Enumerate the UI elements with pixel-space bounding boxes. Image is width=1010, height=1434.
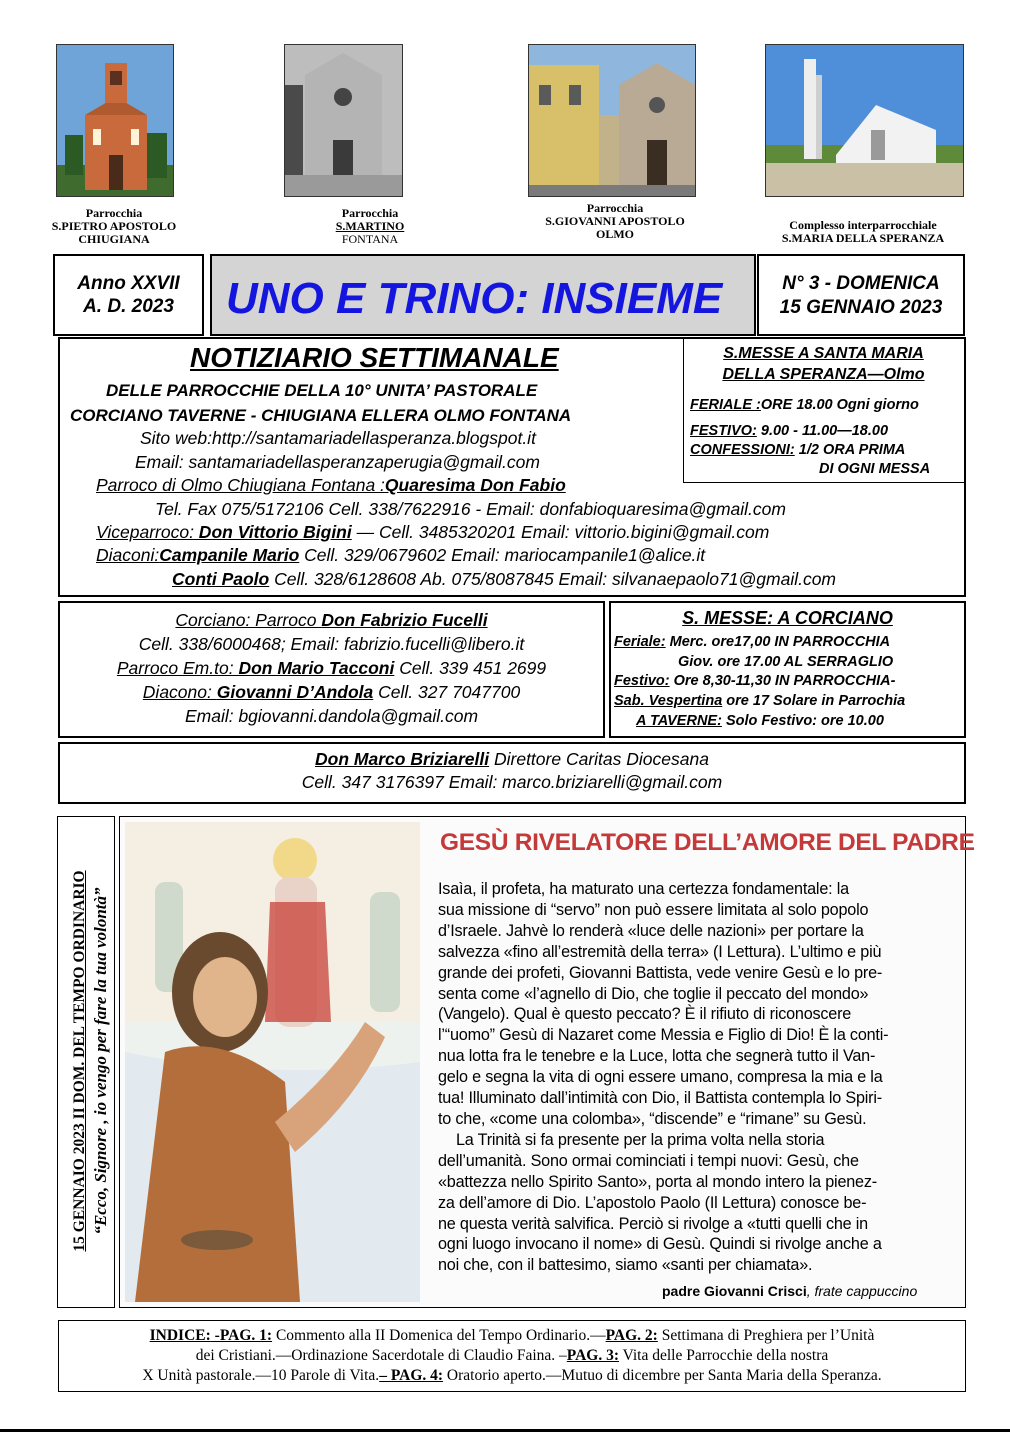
church-photo-speranza — [765, 44, 964, 197]
article-line: grande dei profeti, Giovanni Battista, vede venire Gesù e lo pre- — [438, 963, 883, 982]
church-photo-fontana — [284, 44, 403, 197]
parroco-line — [96, 475, 566, 496]
viceparroco-line: Viceparroco: Don Vittorio Bigini — Cell. 3485320201 Email: vittorio.bigini@gmail.com — [96, 522, 770, 542]
parroco-contacts: Tel. Fax 075/5172106 Cell. 338/7622916 - Email: donfabioquaresima@gmail.com — [155, 499, 786, 519]
parroco-emerito-name: Don Mario Tacconi — [238, 658, 395, 678]
issue-date: 15 GENNAIO 2023 — [779, 297, 943, 318]
website-link[interactable]: Sito web:http://santamariadellasperanza.blogspot.it — [140, 428, 536, 448]
article-body — [438, 879, 958, 1276]
parroco-prefix: Parroco di Olmo Chiugiana Fontana : — [96, 475, 385, 495]
parish-caption-speranza: Complesso interparrocchiale S.MARIA DELLA SPERANZA — [781, 218, 945, 245]
article-line: salvezza «fino all’estremità della terra» (I Lettura). L’ultimo e più — [438, 942, 882, 961]
diacono-campanile: Campanile Mario — [159, 545, 300, 565]
notiziario-sub1: DELLE PARROCCHIE DELLA 10° UNITA’ PASTORALE — [106, 381, 538, 400]
article-line: dell’umanità. Sono ormai cominciati i tempi nuovi: Gesù, che — [438, 1151, 859, 1170]
masthead-title-box — [210, 254, 756, 336]
article-title: GESÙ RIVELATORE DELL’AMORE DEL PADRE — [440, 829, 975, 856]
article-line: sua missione di “servo” non può essere limitata al solo popolo — [438, 900, 869, 919]
corciano-parroco-name: Don Fabrizio Fucelli — [321, 610, 488, 630]
article-line: d’Israele. Jahvè lo renderà «luce delle nazioni» per portare la — [438, 921, 864, 940]
baptism-illustration — [125, 822, 420, 1302]
article-line: za dell’amore di Dio. L’apostolo Paolo (Il Lettura) conosce be- — [438, 1193, 867, 1212]
messe-taverne: A TAVERNE: Solo Festivo: ore 10.00 — [636, 713, 884, 729]
sidebar-date-line: 15 GENNAIO 2023 II DOM. DEL TEMPO ORDINARIO — [71, 870, 88, 1252]
issue-number: N° 3 - DOMENICA — [782, 273, 940, 294]
parish-caption-olmo: Parrocchia S.GIOVANNI APOSTOLO OLMO — [545, 201, 685, 241]
index-pag4[interactable]: – PAG. 4: — [379, 1367, 444, 1384]
notiziario-title: NOTIZIARIO SETTIMANALE — [190, 342, 559, 373]
church-photo-chiugiana — [56, 44, 174, 197]
messe-corciano-festivo: Festivo: Ore 8,30-11,30 IN PARROCCHIA- — [614, 673, 896, 689]
messe-olmo-confessioni-2: DI OGNI MESSA — [819, 461, 931, 477]
diacono-conti: Conti Paolo — [172, 569, 270, 589]
index-pag3[interactable]: PAG. 3: — [566, 1347, 620, 1364]
article-line: ne questa verità salvifica. Perciò si rivolge a «tutti quelli che in — [438, 1214, 868, 1233]
article-line: noi che, con il battesimo, siamo «santi per chiamata». — [438, 1256, 813, 1275]
church-photo-olmo — [528, 44, 696, 197]
notiziario-sub2: CORCIANO TAVERNE - CHIUGIANA ELLERA OLMO FONTANA — [70, 406, 572, 425]
article-line: l’“uomo” Gesù di Nazaret come Messia e Figlio di Dio! È la conti- — [438, 1026, 889, 1045]
index-pag2[interactable]: PAG. 2: — [605, 1327, 658, 1344]
newsletter-title: UNO E TRINO: INSIEME — [226, 274, 723, 323]
masthead-issue-box — [757, 254, 965, 336]
article-line: senta come «l’agnello di Dio, che toglie il peccato del mondo» — [438, 984, 869, 1003]
diacono-conti-line: Conti Paolo Cell. 328/6128608 Ab. 075/8087845 Email: silvanaepaolo71@gmail.com — [172, 569, 837, 589]
diaconi-line: Diaconi:Campanile Mario Cell. 329/0679602 Email: mariocampanile1@alice.it — [96, 545, 706, 565]
article-line: La Trinità si fa presente per la prima volta nella storia — [456, 1130, 825, 1149]
corciano-contacts: Corciano: Parroco Don Fabrizio Fucelli Cell. 338/6000468; Email: fabrizio.fucelli@libero.it Parroco Em.to: Don Mario Tacconi Cell. 339 451 2699 Diacono: Giovanni D’Andola Cell. 327 7047700 Email: bgiovanni.dandola@gmail.com — [116, 610, 547, 726]
messe-corciano-feriale: Feriale: Merc. ore17,00 IN PARROCCHIA — [614, 634, 891, 650]
article-line: gelo e segna la vita di ogni essere umano, compresa la mia e la — [438, 1068, 883, 1087]
messe-olmo-confessioni: CONFESSIONI: 1/2 ORA PRIMA — [690, 442, 906, 458]
parish-caption-chiugiana: Parrocchia S.PIETRO APOSTOLO CHIUGIANA — [51, 206, 177, 246]
corciano-diacono-name: Giovanni D’Andola — [216, 682, 374, 702]
parish-email[interactable]: Email: santamariadellasperanzaperugia@gmail.com — [135, 452, 540, 472]
article-line: ogni luogo invocano il nome» di Gesù. Quindi si rivolge anche a — [438, 1235, 882, 1254]
messe-corciano-title: S. MESSE: A CORCIANO — [682, 608, 893, 628]
anno-label: Anno XXVII — [77, 273, 180, 294]
article-line: (Vangelo). Qual è questo peccato? È il rifiuto di riconoscere — [438, 1005, 852, 1024]
parish-caption-fontana: Parrocchia S.MARTINO FONTANA — [335, 206, 405, 246]
messe-corciano-giovedi: Giov. ore 17.00 AL SERRAGLIO — [678, 654, 894, 670]
messe-olmo-festivo: FESTIVO: 9.00 - 11.00—18.00 — [690, 423, 889, 439]
article-line: «battezza nello Spirito Santo», porta al mondo intero la pienez- — [438, 1172, 877, 1191]
index-pag1[interactable]: -PAG. 1: — [210, 1327, 273, 1344]
caritas-contacts: Don Marco Briziarelli Direttore Caritas Diocesana Cell. 347 3176397 Email: marco.briziarelli@gmail.com — [301, 749, 723, 792]
bottom-rule — [0, 1429, 1010, 1432]
caritas-director-name: Don Marco Briziarelli — [315, 749, 490, 769]
masthead-year-box — [53, 254, 204, 336]
index-text: INDICE: -PAG. 1: Commento alla II Domenica del Tempo Ordinario.—PAG. 2: Settimana di Preghiera per l’Unità dei Cristiani.—Ordinazione Sacerdotale di Claudio Faina. –PAG. 3: Vita delle Parrocchie della nostra X Unità pastorale.—10 Parole di Vita.– PAG. 4: Oratorio aperto.—Mutuo di dicembre per Santa Maria della Speranza. — [142, 1327, 882, 1384]
messe-corciano-sabato: Sab. Vespertina ore 17 Solare in Parrochia — [614, 693, 906, 709]
ad-label: A. D. 2023 — [83, 296, 174, 317]
messe-olmo-title: S.MESSE A SANTA MARIA DELLA SPERANZA—Olmo — [722, 345, 925, 383]
article-line: nua lotta fra le tenebre e la Luce, lotta che segnerà tutto il Van- — [438, 1047, 876, 1066]
messe-olmo-feriale: FERIALE :ORE 18.00 Ogni giorno — [690, 397, 919, 413]
viceparroco-name: Don Vittorio Bigini — [193, 522, 352, 542]
article-author: padre Giovanni Crisci, frate cappuccino — [662, 1283, 918, 1299]
article-line: to che, «come una colomba», “discende” e “rimane” su Gesù. — [438, 1109, 867, 1128]
parroco-name: Quaresima Don Fabio — [384, 475, 566, 495]
article-line: tua! Illuminato dall’intimità con Dio, il Battista contempla lo Spiri- — [438, 1089, 882, 1108]
sidebar-quote-line: “Ecco, Signore , io vengo per fare la tua volontà” — [91, 887, 110, 1235]
article-line: Isaìa, il profeta, ha maturato una certezza fondamentale: la — [438, 880, 849, 898]
